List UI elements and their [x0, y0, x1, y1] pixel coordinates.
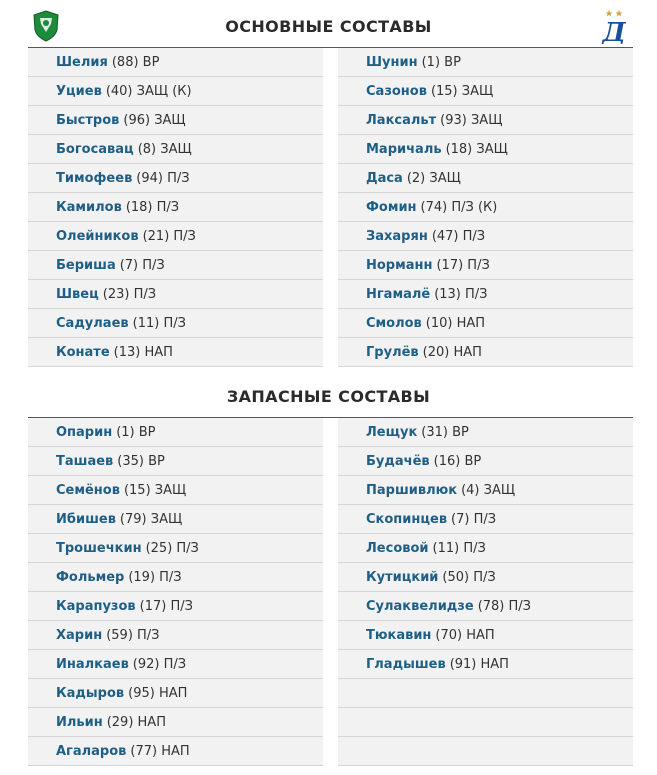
player-name[interactable]: Гладышев [366, 656, 446, 672]
player-name[interactable]: Уциев [56, 83, 102, 99]
player-name[interactable]: Паршивлюк [366, 482, 458, 498]
player-number-position: (16) ВР [433, 453, 482, 469]
player-row [28, 338, 323, 367]
player-name[interactable]: Шелия [56, 54, 108, 70]
player-row [28, 534, 323, 563]
player-number-position: (11) П/З [132, 315, 186, 331]
player-name[interactable]: Трошечкин [56, 540, 142, 556]
player-number-position: (21) П/З [142, 228, 196, 244]
player-row [338, 505, 633, 534]
player-name[interactable]: Сазонов [366, 83, 427, 99]
player-number-position: (15) ЗАЩ [430, 83, 494, 99]
player-number-position: (10) НАП [425, 315, 486, 331]
player-row [28, 563, 323, 592]
player-name[interactable]: Тюкавин [366, 627, 432, 643]
player-row [338, 592, 633, 621]
player-name[interactable]: Сулаквелидзе [366, 598, 474, 614]
player-name[interactable]: Фольмер [56, 569, 125, 585]
svg-text:Д: Д [602, 18, 626, 44]
player-number-position: (17) П/З [139, 598, 193, 614]
player-name[interactable]: Агаларов [56, 743, 127, 759]
player-number-position: (91) НАП [449, 656, 509, 672]
player-name[interactable]: Камилов [56, 199, 122, 215]
player-row [28, 222, 323, 251]
player-name[interactable]: Бериша [56, 257, 116, 273]
player-number-position: (20) НАП [422, 344, 482, 360]
player-name[interactable]: Тимофеев [56, 170, 133, 186]
player-row [28, 135, 323, 164]
player-number-position: (19) П/З [128, 569, 182, 585]
player-row [338, 338, 633, 367]
player-name[interactable]: Маричаль [366, 141, 442, 157]
player-name[interactable]: Лещук [366, 424, 418, 440]
player-row [338, 476, 633, 505]
player-row [28, 650, 323, 679]
player-row [338, 650, 633, 679]
player-number-position: (8) ЗАЩ [137, 141, 192, 157]
player-row [28, 505, 323, 534]
player-name[interactable]: Норманн [366, 257, 433, 273]
player-name[interactable]: Будачёв [366, 453, 430, 469]
player-number-position: (50) П/З [442, 569, 496, 585]
player-number-position: (13) НАП [113, 344, 173, 360]
player-row [28, 418, 323, 447]
player-row [28, 447, 323, 476]
player-row [338, 193, 633, 222]
player-row [28, 476, 323, 505]
player-number-position: (95) НАП [128, 685, 188, 701]
player-row [28, 679, 323, 708]
player-name[interactable]: Иналкаев [56, 656, 129, 672]
player-row [338, 309, 633, 338]
player-name[interactable]: Нгамалё [366, 286, 431, 302]
player-name[interactable]: Швец [56, 286, 99, 302]
player-number-position: (79) ЗАЩ [119, 511, 183, 527]
player-row [338, 77, 633, 106]
player-name[interactable]: Карапузов [56, 598, 136, 614]
player-row [28, 48, 323, 77]
player-number-position: (15) ЗАЩ [123, 482, 187, 498]
player-name[interactable]: Семёнов [56, 482, 120, 498]
player-number-position: (2) ЗАЩ [406, 170, 461, 186]
subs-lineups-title: ЗАПАСНЫЕ СОСТАВЫ [226, 387, 431, 406]
player-name[interactable]: Кутицкий [366, 569, 439, 585]
player-name[interactable]: Смолов [366, 315, 422, 331]
player-number-position: (40) ЗАЩ (К) [105, 83, 192, 99]
empty-row [338, 679, 633, 708]
player-row [28, 164, 323, 193]
player-number-position: (29) НАП [106, 714, 166, 730]
player-name[interactable]: Захарян [366, 228, 428, 244]
player-number-position: (78) П/З [477, 598, 531, 614]
player-name[interactable]: Ильин [56, 714, 103, 730]
player-name[interactable]: Быстров [56, 112, 120, 128]
player-row [28, 708, 323, 737]
player-row [338, 621, 633, 650]
player-number-position: (7) П/З [119, 257, 165, 273]
player-row [338, 280, 633, 309]
player-name[interactable]: Грулёв [366, 344, 419, 360]
player-row [338, 106, 633, 135]
player-name[interactable]: Ташаев [56, 453, 114, 469]
player-number-position: (25) П/З [145, 540, 199, 556]
main-lineups-title: ОСНОВНЫЕ СОСТАВЫ [225, 17, 432, 36]
player-number-position: (35) ВР [117, 453, 165, 469]
player-name[interactable]: Опарин [56, 424, 113, 440]
player-number-position: (77) НАП [130, 743, 190, 759]
player-row [28, 309, 323, 338]
player-row [28, 280, 323, 309]
player-number-position: (18) П/З [125, 199, 180, 215]
player-name[interactable]: Садулаев [56, 315, 129, 331]
player-row [338, 534, 633, 563]
player-row [338, 48, 633, 77]
player-number-position: (88) ВР [111, 54, 160, 70]
player-number-position: (18) ЗАЩ [445, 141, 508, 157]
player-number-position: (70) НАП [435, 627, 495, 643]
player-row [28, 193, 323, 222]
player-number-position: (17) П/З [436, 257, 490, 273]
player-number-position: (1) ВР [116, 424, 156, 440]
subs-home-list [28, 418, 323, 766]
main-home-list [28, 48, 323, 367]
player-row [338, 418, 633, 447]
player-name[interactable]: Кадыров [56, 685, 125, 701]
player-name[interactable]: Олейников [56, 228, 139, 244]
empty-row [338, 737, 633, 766]
player-number-position: (93) ЗАЩ [440, 112, 503, 128]
player-name[interactable]: Конате [56, 344, 110, 360]
player-number-position: (96) ЗАЩ [123, 112, 186, 128]
player-name[interactable]: Шунин [366, 54, 418, 70]
player-name[interactable]: Лаксальт [366, 112, 437, 128]
player-number-position: (13) П/З [434, 286, 488, 302]
player-row [28, 592, 323, 621]
player-number-position: (31) ВР [421, 424, 469, 440]
player-row [338, 222, 633, 251]
player-row [28, 251, 323, 280]
player-row [28, 737, 323, 766]
player-name[interactable]: Ибишев [56, 511, 116, 527]
player-number-position: (4) ЗАЩ [461, 482, 516, 498]
subs-away-list [338, 418, 633, 766]
player-name[interactable]: Даса [366, 170, 403, 186]
player-row [338, 135, 633, 164]
player-row [28, 621, 323, 650]
player-number-position: (94) П/З [136, 170, 190, 186]
player-name[interactable]: Богосавац [56, 141, 134, 157]
player-number-position: (23) П/З [102, 286, 157, 302]
player-row [28, 106, 323, 135]
player-number-position: (11) П/З [432, 540, 486, 556]
player-row [338, 563, 633, 592]
player-number-position: (7) П/З [451, 511, 497, 527]
player-name[interactable]: Фомин [366, 199, 417, 215]
player-name[interactable]: Харин [56, 627, 103, 643]
player-name[interactable]: Скопинцев [366, 511, 448, 527]
player-name[interactable]: Лесовой [366, 540, 429, 556]
player-row [338, 447, 633, 476]
player-row [28, 77, 323, 106]
player-row [338, 251, 633, 280]
main-away-list [338, 48, 633, 367]
empty-row [338, 708, 633, 737]
player-number-position: (92) П/З [132, 656, 187, 672]
player-number-position: (59) П/З [106, 627, 160, 643]
player-number-position: (47) П/З [431, 228, 486, 244]
player-number-position: (1) ВР [421, 54, 461, 70]
player-row [338, 164, 633, 193]
player-number-position: (74) П/З (К) [420, 199, 498, 215]
